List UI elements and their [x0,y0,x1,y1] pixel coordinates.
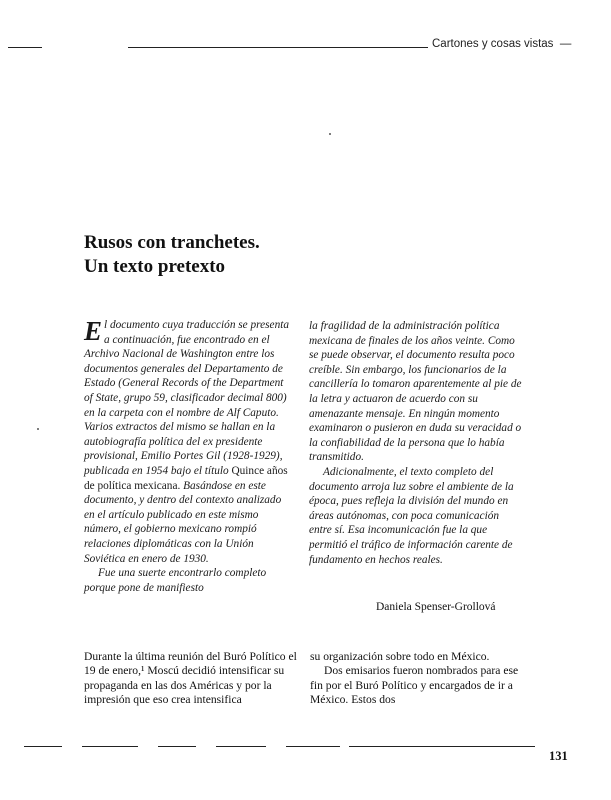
body-right-column [310,650,524,708]
intro-paragraph-1 [84,318,292,566]
drop-cap: E [84,316,103,346]
footer-rule [82,746,138,747]
intro-paragraph-2: Fue una suerte encontrarlo completo porque pone de manifiesto [84,567,267,594]
running-header-dash: — [556,38,572,50]
footer-rule [349,746,535,747]
body-paragraph-right-1: su organización sobre todo en México. [310,650,490,663]
article-title-line2: Un texto pretexto [84,256,226,277]
body-left-column [84,650,298,708]
article-title-line1: Rusos con tranchetes. [84,232,260,253]
intro-p1-text-a: l documento cuya traducción se presenta a continuación, fue encontrado en el Archivo Nacional de Washington entre los documentos generales del Departamento de Estado (General Records of the Department of State, grupo 59, clasificador decimal 800) en la carpeta con el nombre de Alf Caputo. Varios extractos del mismo se hallan en la autobiografía política del ex presidente provisional, Emilio Portes Gil (1928-1929), publicada en 1954 bajo el título [84,319,290,477]
speck [37,428,39,430]
author-signature: Daniela Spenser-Grollová [376,601,496,613]
footer-rule [216,746,266,747]
header-rule-left [8,47,42,48]
page-number: 131 [549,749,568,763]
body-paragraph-left: Durante la última reunión del Buró Político el 19 de enero,¹ Moscú decidió intensificar su propaganda en las dos Américas y por la impresión que eso crea intensifica [84,650,297,707]
header-rule-middle [128,47,428,48]
intro-p1-book-title: Quince años de política mexicana. [84,464,288,492]
intro-right-column [309,319,523,567]
intro-paragraph-4: Adicionalmente, el texto completo del documento arroja luz sobre el ambiente de la época, pues refleja la división del mundo en áreas autónomas, con poca comunicación entre sí. Esa incomunicación fue la que permitió el tráfico de información carente de fundamento en hechos reales. [309,465,514,566]
article-title [84,231,260,279]
running-header-text: Cartones y cosas vistas [432,38,554,50]
intro-left-column [84,318,292,595]
footer-rule [286,746,340,747]
body-paragraph-right-2: Dos emisarios fueron nombrados para ese fin por el Buró Político y encargados de ir a México. Estos dos [310,664,519,707]
running-header [432,38,571,50]
footer-rule [24,746,62,747]
speck [329,133,331,135]
intro-p1-text-b: Basándose en este documento, y dentro del contexto analizado en el artículo publicado en este mismo número, el gobierno mexicano rompió relaciones diplomáticas con la Unión Soviética en enero de 1930. [84,479,282,565]
intro-paragraph-3: la fragilidad de la administración política mexicana de finales de los años veinte. Como se puede observar, el documento resulta poco creíble. Sin embargo, los funcionarios de la cancillería lo tomaron aparentemente al pie de la letra y actuaron de acuerdo con su amenazante mensaje. En ningún momento examinaron o pusieron en duda su veracidad o la confiabilidad de la persona que lo había transmitido. [309,320,522,464]
footer-rule [158,746,196,747]
